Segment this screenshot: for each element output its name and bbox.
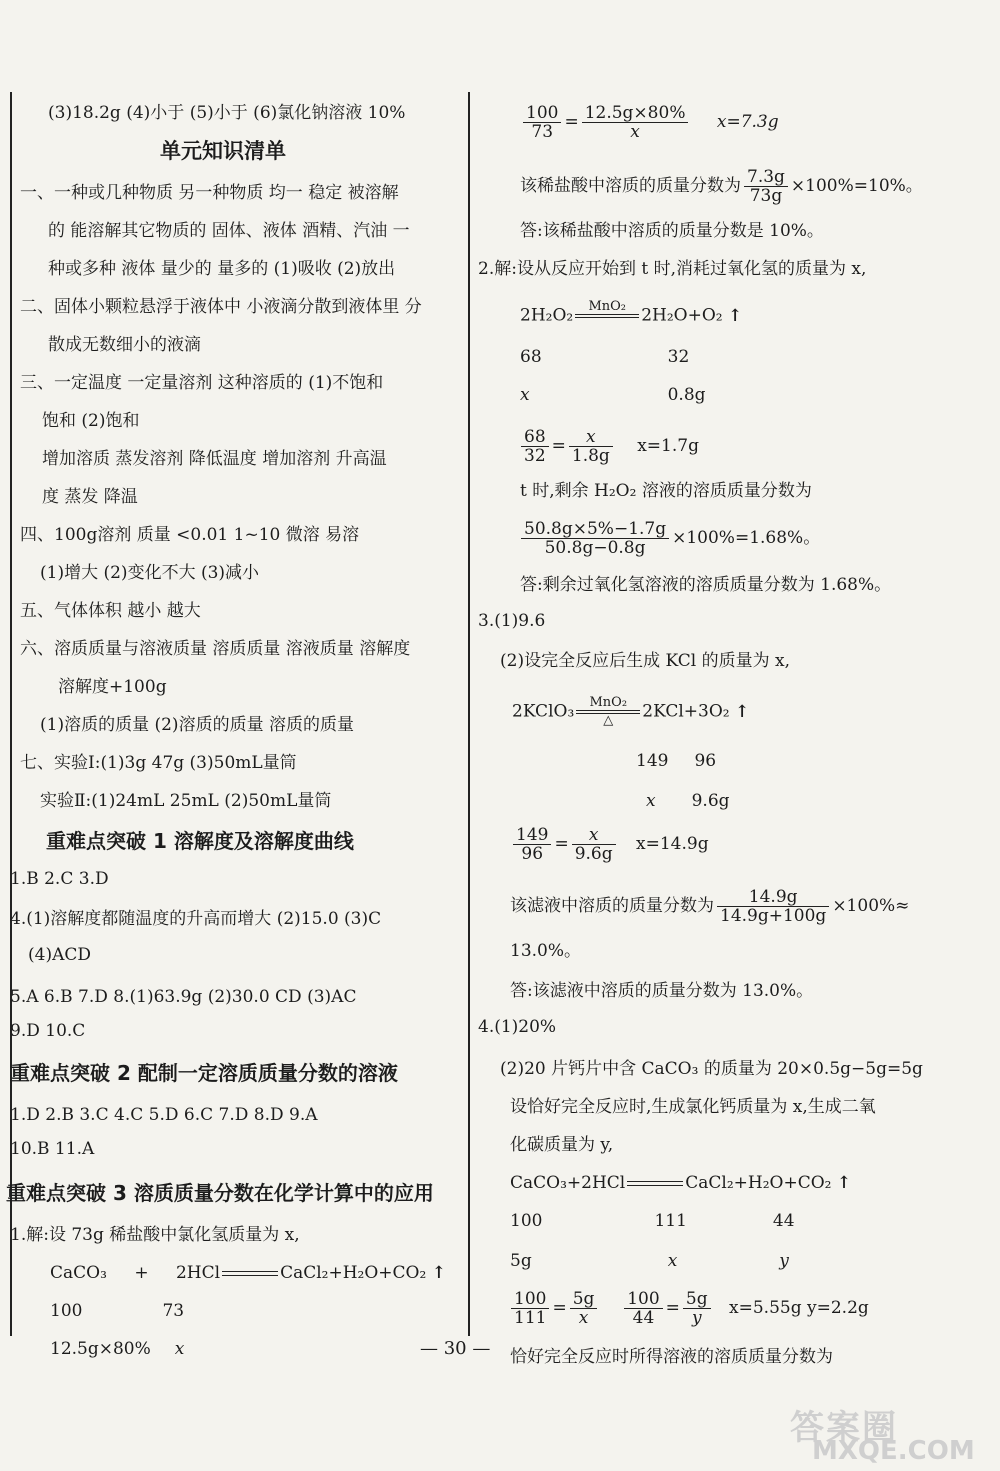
mass-value: 0.8g xyxy=(667,385,706,405)
text: ×100%≈ xyxy=(832,896,910,916)
denominator: 73g xyxy=(749,186,783,206)
answer-line: 1.解:设 73g 稀盐酸中氯化氢质量为 x, xyxy=(10,1225,300,1245)
answer-line: 化碳质量为 y, xyxy=(510,1135,614,1155)
proportion-line: $\frac{100}{111}$ = $\frac{5g}{x}$ $\frac{100}{44}$ = $\frac{5g}{y}$ x=5.55g y=2.2g xyxy=(508,1290,869,1327)
denominator: y xyxy=(691,1308,702,1328)
gas-arrow-icon: ↑ xyxy=(836,1173,852,1193)
answer-line: 答:该稀盐酸中溶质的质量分数是 10%。 xyxy=(520,221,824,241)
mass-value: x xyxy=(646,791,656,811)
gas-arrow-icon: ↑ xyxy=(735,701,750,722)
proportion-line xyxy=(518,520,820,557)
section-title: 重难点突破 1 溶解度及溶解度曲线 xyxy=(46,829,354,853)
answer-line: 实验Ⅱ:(1)24mL 25mL (2)50mL量筒 xyxy=(40,791,332,811)
answer-line: 散成无数细小的液滴 xyxy=(48,335,201,355)
mass-value: 100 xyxy=(510,1211,543,1231)
denominator: 9.6g xyxy=(574,844,613,864)
answer-line: (3)18.2g (4)小于 (5)小于 (6)氯化钠溶液 10% xyxy=(48,103,406,123)
mass-value: 96 xyxy=(694,751,717,771)
mass-ratio-line xyxy=(520,346,689,368)
fraction xyxy=(569,428,613,465)
answer-line: 度 蒸发 降温 xyxy=(42,487,138,507)
mass-value: y xyxy=(779,1251,789,1271)
section-title: 重难点突破 2 配制一定溶质质量分数的溶液 xyxy=(10,1061,398,1085)
proportion-line xyxy=(520,104,779,141)
chemical-equation xyxy=(50,1262,446,1284)
fraction xyxy=(523,104,561,141)
equation-product: 2KCl+3O₂ xyxy=(642,701,730,722)
proportion-line: $\frac{68}{32}$ = $\frac{x}{1.8g}$ x=1.7g xyxy=(518,428,699,465)
fraction xyxy=(582,104,689,141)
fraction xyxy=(683,1290,711,1327)
gas-arrow-icon: ↑ xyxy=(728,305,743,326)
answer-line: 设恰好完全反应时,生成氯化钙质量为 x,生成二氧 xyxy=(510,1097,876,1117)
answer-line: 5.A 6.B 7.D 8.(1)63.9g (2)30.0 CD (3)AC xyxy=(10,987,357,1007)
answer-line: (1)增大 (2)变化不大 (3)减小 xyxy=(40,563,260,583)
equation-product: 2H₂O+O₂ xyxy=(641,305,723,326)
mass-value: 100 xyxy=(50,1301,83,1321)
answer-line: 溶解度+100g xyxy=(58,677,167,697)
answer-line: 4.(1)20% xyxy=(478,1017,557,1037)
denominator: 50.8g−0.8g xyxy=(544,538,646,558)
reaction-condition xyxy=(575,300,639,332)
numerator: 50.8g×5%−1.7g xyxy=(521,520,669,539)
equation-reactant: CaCO₃ xyxy=(50,1263,107,1283)
answer-line: (1)溶质的质量 (2)溶质的质量 溶质的质量 xyxy=(40,715,354,735)
fraction xyxy=(513,826,551,863)
numerator: 68 xyxy=(521,428,549,447)
text: 该滤液中溶质的质量分数为 xyxy=(510,896,714,916)
mass-value: 68 xyxy=(520,347,542,367)
answer-line: 七、实验Ⅰ:(1)3g 47g (3)50mL量筒 xyxy=(20,753,297,773)
mass-value: 9.6g xyxy=(691,791,730,811)
chemical-equation xyxy=(510,1172,851,1194)
numerator: 149 xyxy=(513,826,551,845)
result-value: x=7.3g xyxy=(716,112,779,132)
mass-value: x xyxy=(520,385,530,405)
result-value: x=5.55g y=2.2g xyxy=(729,1298,869,1318)
answer-line xyxy=(510,888,909,925)
numerator: 100 xyxy=(523,104,561,123)
mass-value: 73 xyxy=(162,1301,185,1321)
answer-line: 1.B 2.C 3.D xyxy=(10,869,109,889)
denominator: 44 xyxy=(632,1308,655,1328)
answer-line: 答:该滤液中溶质的质量分数为 13.0%。 xyxy=(510,981,814,1001)
answer-line: 3.(1)9.6 xyxy=(478,611,546,631)
numerator: 5g xyxy=(683,1290,711,1309)
denominator: 96 xyxy=(521,844,544,864)
watermark-logo: 答案圈 xyxy=(790,1408,898,1448)
chemical-equation xyxy=(520,300,742,332)
mass-ratio-line xyxy=(50,1338,184,1360)
mass-ratio-line xyxy=(510,1250,789,1272)
mass-ratio-line xyxy=(636,750,716,772)
column-divider xyxy=(468,92,470,1336)
fraction xyxy=(521,428,549,465)
numerator: 5g xyxy=(570,1290,598,1309)
heat-triangle-icon: △ xyxy=(603,713,614,728)
fraction xyxy=(624,1290,662,1327)
fraction xyxy=(717,888,829,925)
answer-line: 三、一定温度 一定量溶剂 这种溶质的 (1)不饱和 xyxy=(20,373,384,393)
answer-line: t 时,剩余 H₂O₂ 溶液的溶质质量分数为 xyxy=(520,481,812,501)
fraction xyxy=(572,826,616,863)
equation-plus: + xyxy=(134,1263,149,1283)
catalyst-label: MnO₂ xyxy=(588,299,626,314)
answer-line: 一、一种或几种物质 另一种物质 均一 稳定 被溶解 xyxy=(20,183,399,203)
mass-ratio-line xyxy=(510,1210,795,1232)
mass-ratio-line xyxy=(50,1300,184,1322)
answer-line: 四、100g溶剂 质量 <0.01 1~10 微溶 易溶 xyxy=(20,525,360,545)
answer-line: 答:剩余过氧化氢溶液的溶质质量分数为 1.68%。 xyxy=(520,575,892,595)
answer-line: 13.0%。 xyxy=(510,941,582,961)
answer-line: 4.(1)溶解度都随温度的升高而增大 (2)15.0 (3)C xyxy=(10,909,382,929)
fraction xyxy=(744,168,788,205)
numerator: 7.3g xyxy=(744,168,788,187)
mass-ratio-line xyxy=(520,384,706,406)
answer-line: (2)设完全反应后生成 KCl 的质量为 x, xyxy=(500,651,790,671)
denominator: x xyxy=(630,122,640,142)
equation-product: CaCl₂+H₂O+CO₂ xyxy=(685,1173,832,1193)
text: ×100%=10%。 xyxy=(790,176,923,196)
equation-bar xyxy=(627,1181,683,1186)
answer-line: 10.B 11.A xyxy=(10,1139,95,1159)
equals-sign: = xyxy=(564,112,579,132)
answer-line: 9.D 10.C xyxy=(10,1021,86,1041)
section-title: 单元知识清单 xyxy=(160,139,286,163)
denominator: 111 xyxy=(514,1308,547,1328)
section-title: 重难点突破 3 溶质质量分数在化学计算中的应用 xyxy=(6,1181,434,1205)
answer-line: (2)20 片钙片中含 CaCO₃ 的质量为 20×0.5g−5g=5g xyxy=(500,1059,923,1079)
answer-line: 的 能溶解其它物质的 固体、液体 酒精、汽油 一 xyxy=(48,221,410,241)
mass-value: 12.5g×80% xyxy=(50,1339,151,1359)
chemical-equation xyxy=(512,696,749,728)
numerator: 14.9g xyxy=(717,888,829,907)
equation-reactant: CaCO₃+2HCl xyxy=(510,1173,626,1193)
equation-reactant: 2H₂O₂ xyxy=(520,305,574,326)
page-number: — 30 — xyxy=(420,1338,491,1359)
numerator: x xyxy=(569,428,613,447)
equation-bar xyxy=(222,1271,278,1276)
mass-value: x xyxy=(667,1251,678,1271)
numerator: x xyxy=(572,826,616,845)
gas-arrow-icon: ↑ xyxy=(431,1263,446,1283)
equation-reactant: 2KClO₃ xyxy=(512,701,575,722)
answer-line: 五、气体体积 越小 越大 xyxy=(20,601,201,621)
answer-line: 六、溶质质量与溶液质量 溶质质量 溶液质量 溶解度 xyxy=(20,639,411,659)
equation-product: CaCl₂+H₂O+CO₂ xyxy=(280,1263,427,1283)
answer-line: 种或多种 液体 量少的 量多的 (1)吸收 (2)放出 xyxy=(48,259,396,279)
mass-value: 111 xyxy=(654,1211,687,1231)
mass-value: 44 xyxy=(772,1211,795,1231)
answer-line: 1.D 2.B 3.C 4.C 5.D 6.C 7.D 8.D 9.A xyxy=(10,1105,318,1125)
result-value: x=14.9g xyxy=(636,834,709,854)
answer-line: 恰好完全反应时所得溶液的溶质质量分数为 xyxy=(510,1347,833,1367)
fraction xyxy=(521,520,669,557)
denominator: 14.9g+100g xyxy=(720,906,827,926)
text: 该稀盐酸中溶质的质量分数为 xyxy=(520,176,741,196)
answer-line xyxy=(520,168,923,205)
answer-line: (4)ACD xyxy=(28,945,91,965)
numerator: 100 xyxy=(511,1290,549,1309)
proportion-line: $\frac{149}{96}$ = $\frac{x}{9.6g}$ x=14.9g xyxy=(510,826,709,863)
watermark-url: MXQE.COM xyxy=(812,1436,975,1466)
reaction-condition xyxy=(576,696,640,728)
catalyst-label: MnO₂ xyxy=(589,695,628,710)
result-value: x=1.7g xyxy=(637,436,699,456)
answer-line: 增加溶质 蒸发溶剂 降低温度 增加溶剂 升高温 xyxy=(42,449,387,469)
mass-value: 149 xyxy=(636,751,669,771)
denominator: 1.8g xyxy=(571,446,610,466)
denominator: x xyxy=(578,1308,589,1328)
numerator: 12.5g×80% xyxy=(582,104,689,123)
mass-value: 5g xyxy=(510,1251,532,1271)
answer-line: 2.解:设从反应开始到 t 时,消耗过氧化氢的质量为 x, xyxy=(478,259,867,279)
denominator: 32 xyxy=(524,446,546,466)
answer-line: 饱和 (2)饱和 xyxy=(42,411,140,431)
mass-value: x xyxy=(174,1339,185,1359)
mass-ratio-line xyxy=(646,790,730,812)
result-value: ×100%=1.68%。 xyxy=(672,528,821,548)
fraction xyxy=(511,1290,549,1327)
answer-line: 二、固体小颗粒悬浮于液体中 小液滴分散到液体里 分 xyxy=(20,297,422,317)
denominator: 73 xyxy=(531,122,554,142)
mass-value: 32 xyxy=(667,347,690,367)
fraction xyxy=(570,1290,598,1327)
equation-reactant: 2HCl xyxy=(175,1263,221,1283)
numerator: 100 xyxy=(624,1290,662,1309)
